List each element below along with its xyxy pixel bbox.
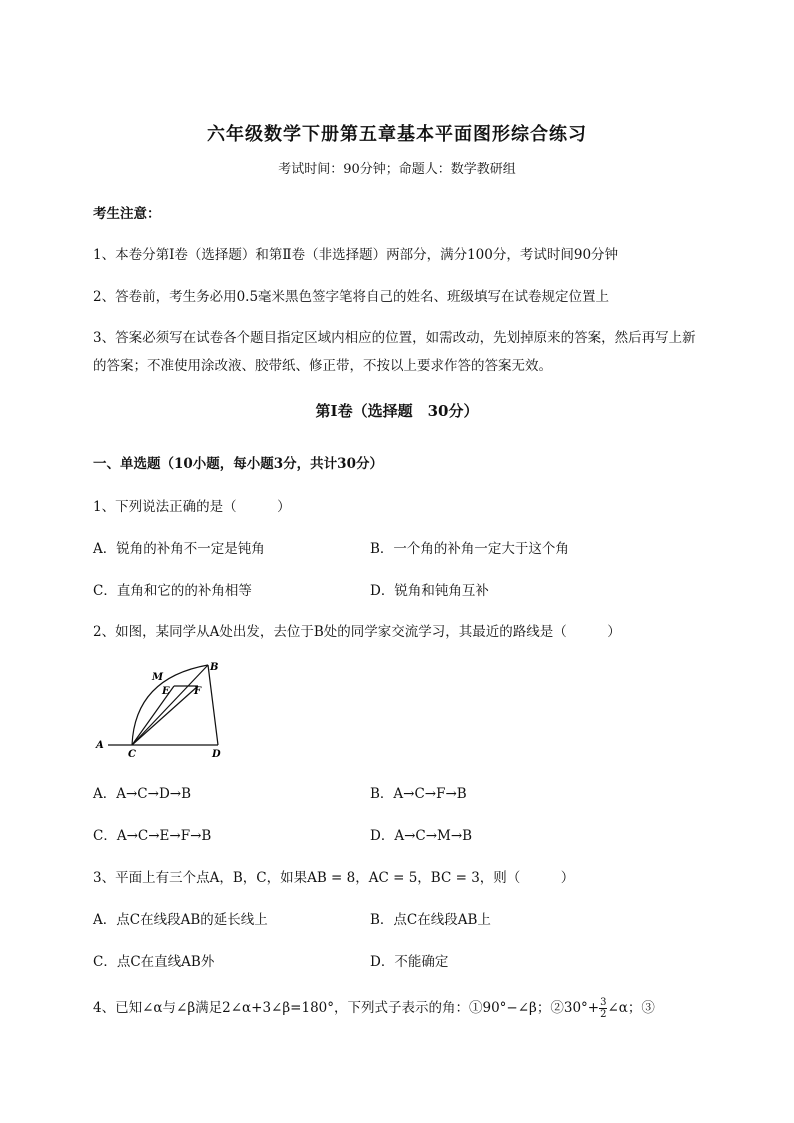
question-2-option-b: B．A→C→F→B	[370, 786, 467, 802]
question-3-option-a: A．点C在线段AB的延长线上	[93, 912, 268, 928]
label-a: A	[96, 740, 104, 751]
label-f: F	[194, 686, 202, 697]
question-1-option-d: D．锐角和钝角互补	[370, 583, 489, 599]
label-d: D	[212, 749, 221, 760]
question-2-option-c: C．A→C→E→F→B	[93, 828, 212, 844]
fraction-numerator: 3	[600, 997, 607, 1008]
question-2-option-d: D．A→C→M→B	[370, 828, 473, 844]
question-3-option-b: B．点C在线段AB上	[370, 912, 491, 928]
label-b: B	[210, 662, 219, 673]
question-3-option-d: D．不能确定	[370, 954, 449, 970]
label-c: C	[128, 749, 136, 760]
part-heading: 一、单选题（10小题，每小题3分，共计30分）	[93, 456, 383, 472]
exam-info: 考试时间：90分钟；命题人：数学教研组	[278, 162, 516, 177]
question-1-stem: 1、下列说法正确的是（ ）	[93, 499, 291, 515]
notice-heading: 考生注意：	[93, 206, 161, 222]
notice-item-3-cont: 的答案；不准使用涂改液、胶带纸、修正带，不按以上要求作答的答案无效。	[93, 358, 552, 374]
question-1-option-a: A．锐角的补角不一定是钝角	[93, 541, 265, 557]
question-4-stem	[93, 996, 655, 1020]
question-4-stem-start: 4、已知∠α与∠β满足2∠α+3∠β=180°，下列式子表示的角：①90°−∠β；②30°+	[93, 1000, 600, 1016]
label-e: E	[162, 686, 170, 697]
question-2-stem: 2、如图，某同学从A处出发，去位于B处的同学家交流学习，其最近的路线是（ ）	[93, 624, 621, 640]
notice-item-1: 1、本卷分第I卷（选择题）和第Ⅱ卷（非选择题）两部分，满分100分，考试时间90分钟	[93, 247, 619, 263]
section-title: 第I卷（选择题 30分）	[315, 402, 479, 420]
fraction-denominator: 2	[600, 1009, 607, 1020]
question-1-option-b: B．一个角的补角一定大于这个角	[370, 541, 569, 557]
notice-item-2: 2、答卷前，考生务必用0.5毫米黑色签字笔将自己的姓名、班级填写在试卷规定位置上	[93, 289, 610, 305]
question-2-option-a: A．A→C→D→B	[93, 786, 192, 802]
question-3-option-c: C．点C在直线AB外	[93, 954, 215, 970]
question-1-option-c: C．直角和它的的补角相等	[93, 583, 252, 599]
label-m: M	[152, 672, 164, 683]
question-3-stem: 3、平面上有三个点A，B，C，如果AB = 8，AC = 5，BC = 3，则（ ）	[93, 870, 575, 886]
page-title: 六年级数学下册第五章基本平面图形综合练习	[207, 124, 587, 145]
notice-item-3: 3、答案必须写在试卷各个题目指定区域内相应的位置，如需改动，先划掉原来的答案，然后再写上新	[93, 330, 696, 346]
question-4-stem-end: ∠α；③	[607, 1000, 655, 1016]
geometry-figure	[90, 658, 240, 760]
